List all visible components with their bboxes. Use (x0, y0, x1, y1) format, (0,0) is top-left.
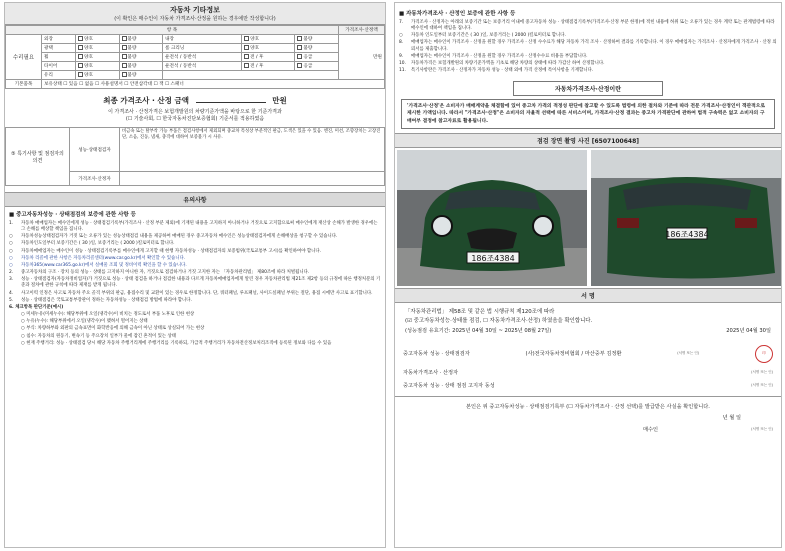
check-cell[interactable]: 불량 (295, 44, 339, 53)
check-cell[interactable]: 전 / 후 (242, 53, 295, 62)
special-sub-inspector: 성능·상태점검자 (70, 128, 120, 172)
signer-row (395, 379, 781, 392)
special-text: 비금속 또는 탈부착 가능 부품은 점검사항에서 제외되며 충교차 특성상 부분적인 판금, 도색은 있을 수 있음. 엔진, 미션, 조향장치는 고장진단, 소음, 진동, 냄새, 충격에 대하여 보증불가 시 사유. (120, 128, 385, 172)
list-item: 5. 성능 · 상태점검은 국토교통부장관이 정하는 자동차성능 · 상태점검 방법에 따라야 합니다. (9, 297, 192, 303)
list-item: ○ 자동차인도일부터 보증기간은 ( 30 )일, 보증거리는 ( 2000 )킬로미터로 합니다. (9, 241, 175, 247)
list-item: 10. 자동차가격은 보험개발원의 차량기준가액을 기초로 해당 차량의 상태에 따라 가감산 하여 산정합니다. (399, 60, 605, 66)
signer-row (395, 342, 781, 366)
check-cell[interactable]: 전 / 후 (242, 62, 295, 71)
row-label: 휠 (42, 53, 76, 62)
signer-label: 중고자동차 성능 · 상태 점검 고지자 동성 (403, 382, 495, 389)
repair-label: 수리필요 (6, 35, 42, 80)
final-price-unit: 만원 (272, 96, 287, 105)
check-cell[interactable]: 불량 (119, 44, 163, 53)
signer-label: 중고자동차 성능 · 상태점검자 (403, 351, 470, 358)
symbol-item: ○ 미세누유(미세누수): 해당부위에 오일(냉각수)이 비치는 정도로서 부품 노후로 인한 현상 (21, 312, 195, 318)
list-item: ○ 자동차 인도일부터 보증기간은 ( 30 )일, 보증거리는 ( 2000 )킬로미터로 합니다. (399, 33, 566, 39)
table-row (6, 53, 385, 62)
signature-placeholder: (서명 또는 인) (751, 369, 773, 374)
sign-date: 2025년 04월 30일 (726, 327, 771, 334)
list-item: 8. 매매업자는 매수인이 가격조사 · 산정을 원할 경우 가격조사 · 산정 수수료가 해당 자동차 가격 조사 · 산정하여 결과를 기록합니다. 이 경우 매매업자는 가격조사 · 산정자에게 가격조사 · 산정 의뢰서를 제출합니다. (399, 40, 777, 52)
notice-title: 유의사항 (5, 192, 385, 207)
price-note-2: (☐ 기술사회, ☐ 한국자동차진단보증협회) 기준서를 적용하였음 (125, 116, 265, 122)
list-item[interactable]: ○ 자동차 리콜에 관한 사항은 자동차리콜센터(www.car.go.kr)에서 확인할 수 있습니다. (9, 255, 186, 261)
receipt-text: 본인은 위 중고자동차성능 · 상태점검기록부 (☐ 자동차가격조사 · 산정 선택)를 발급받은 사실을 확인합니다. (395, 396, 781, 412)
price-note-1: 이 가격조사 · 산정가격은 보험개발원의 차량기준가액을 바탕으로 한 기준가격과 (108, 109, 282, 115)
front-photo (397, 150, 587, 286)
list-item: ○ 자동차매매업자는 매수인이 성능 · 상태점검기록부를 매수인에게 고지할 때 현행 자동차성능 · 상태점검자의 보증범위(국토교통부 고시)를 확인하여야 합니다. (9, 248, 321, 254)
final-price-input[interactable] (196, 102, 266, 103)
special-table (5, 127, 385, 186)
signer-label: 자동차가격조사 · 산정자 (403, 369, 459, 376)
check-cell[interactable]: 양호 (76, 71, 120, 80)
unit-cell: 만원 (339, 35, 385, 80)
list-item[interactable]: ○ 자동차365(www.car365.go.kr)에서 실매물 조회 및 정비이력 확인을 할 수 있습니다. (9, 262, 187, 268)
symbol-item: ○ 현재 주행거리: 성능 · 상태점검 당시 해당 자동차 주행거리계에 주행거리를 기록하되, 가급적 주행거리가 자동차전산정보처리조직에 등록된 정보와 다를 수 있음 (21, 340, 332, 346)
check-cell[interactable]: 불량 (119, 62, 163, 71)
validity-text: (성능점검 유효기간: 2025년 04월 30일 ~ 2025년 08월 27일) (405, 327, 552, 334)
sign-line-2[interactable]: (☑ 중고자동차성능·상태를 점검, ☐ 자동차가격조사·산정) 하였음을 확인합니다. (405, 317, 593, 324)
row-label: 타이어 (42, 62, 76, 71)
photo-title: 점검 장면 촬영 사진 (537, 137, 590, 145)
sign-line-1: 「자동차관리법」 제58조 및 같은 법 시행규칙 제120조에 따라 (405, 308, 555, 315)
row-label: 운전석 / 동반석 (163, 62, 242, 71)
item-header: 항 목 (6, 26, 339, 35)
signature-placeholder: (서명 또는 인) (751, 382, 773, 387)
signer-row (395, 366, 781, 379)
right-page (394, 2, 782, 548)
check-cell[interactable]: 양호 (76, 44, 120, 53)
final-price-label: 최종 가격조사 · 산정 금액 (103, 96, 189, 105)
table-row (6, 71, 385, 80)
table-row (6, 44, 385, 53)
check-cell[interactable]: 불량 (119, 53, 163, 62)
other-info-subtitle: (이 확인은 매수인이 자동차 가격조사·산정을 원하는 경우에만 작성합니다) (114, 16, 276, 22)
rear-photo (591, 150, 781, 286)
front-plate: 186조4384 (471, 253, 515, 263)
row-label: 광택 (42, 44, 76, 53)
special-sub-appraiser: 가격조사·산정자 (70, 172, 120, 186)
photo-area (395, 148, 781, 288)
buyer-signature[interactable]: (서명 또는 인) (751, 426, 773, 431)
special-label: ⑤ 특기사항 및 점검자의 의견 (6, 128, 70, 186)
other-info-header (5, 3, 385, 25)
list-item: 1. 자동차 매매업자는 매수인에게 성능 · 상태점검기록부(가격조사 · 산정 부분 제외)에 기재된 내용을 고지하지 아니하거나 거짓으로 고지함으로써 매수인에게 재산상 손해가 발생한 경우에는 그 손해를 배상할 책임을 집니다. (9, 221, 378, 233)
buyer-label: 매수인 (643, 426, 659, 433)
row-label: 운전석 / 동반석 (163, 53, 242, 62)
symbol-item: ○ 부식: 차량하부와 외판의 금속표면이 화학반응에 의해 금속이 아닌 상태로 상실되어 가는 현상 (21, 326, 205, 332)
table-row (6, 35, 385, 44)
check-cell[interactable]: 양호 (76, 35, 120, 44)
signature-placeholder: (서명 또는 인) (677, 351, 700, 356)
table-row (6, 80, 385, 89)
list-item: 2. 중고자동차의 구조 · 장치 등의 성능 · 상태를 고지하지 아니한 자, 거짓으로 점검하거나 거짓 고지한 자는 「자동차관리법」 제80조에 따라 처벌됩니다. (9, 270, 310, 276)
receipt-date: 년 월 일 (722, 414, 741, 421)
seal-stamp-icon: 印 (755, 345, 773, 363)
table-row (6, 62, 385, 71)
check-cell[interactable]: 불량 (119, 35, 163, 44)
check-cell[interactable]: 양호 (242, 35, 295, 44)
buyer-row (395, 423, 781, 436)
list-item: 9. 매매업자는 매수인이 가격조사 · 산정을 원할 경우 가격조사 · 산정수수료 비용을 부담합니다. (399, 53, 588, 59)
about-title: 자동차가격조사·산정이란 (513, 81, 663, 96)
appraiser-opinion[interactable] (120, 172, 385, 186)
sign-title: 서 명 (395, 288, 781, 303)
list-item: ○ 자동차성능상태점검자가 거짓 또는 오류가 있는 성능상태점검 내용을 제공하여 매매된 경우 중고자동차 매수인은 성능상태점검자에게 손해배상을 청구할 수 있습니다. (9, 234, 338, 240)
check-cell[interactable]: 양호 (76, 53, 120, 62)
appraisal-list (395, 20, 781, 75)
symbols-title: 6. 체크항목 판단기준(예시) (9, 304, 64, 310)
list-item: 3. 성능 · 상태점검자(자동차정비업자)가 거짓으로 성능 · 상태 점검을 하거나 점검한 내용과 다르게 자동차매매업자에게 알린 경우 자동차관리법 제21조 제2항 등의 규정에 따른 행정처분의 기준과 절차에 관한 규칙에 따라 제재를 받게 됩니다. (9, 277, 381, 289)
notice-list (5, 221, 385, 348)
row-label: 룸 크리닝 (163, 44, 242, 53)
photo-id: [6507100648] (591, 137, 639, 145)
row-label: 외장 (42, 35, 76, 44)
about-text: '가격조사·산정'은 소비자가 매매계약을 체결함에 있어 중고차 가격의 적정성 판단에 참고할 수 있도록 법령에 의한 절차와 기준에 따라 전문 가격조사·산정인이 객관적으로 제시한 가액입니다. 따라서 "가격조사·산정"은 소비자의 자율적 선택에 따른 서비스이며, 가격조사·산정 결과는 중고차 가격판단에 관하여 법적 구속력은 없고 소비자의 구매여부 결정에 참고자료로 활용됩니다. (401, 99, 775, 129)
basic-items[interactable]: 보유상태 ☐ 있음 ☐ 없음 ☐ 사용설명서 ☐ 안전삼각대 ☐ 잭 ☐ 스패너 (42, 80, 385, 89)
check-cell[interactable]: 불량 (119, 71, 163, 80)
repair-table (5, 25, 385, 89)
rear-plate: 186조4384 (665, 229, 709, 239)
row-label: 내장 (163, 35, 242, 44)
appraisal-sub-title: ■ 자동차가격조사 · 산정인 보증에 관한 사항 등 (399, 11, 516, 17)
appraisal-header: 가격조사·산정액 (339, 26, 385, 35)
left-page (4, 2, 386, 548)
symbol-item: ○ 침수: 자동차의 원동기, 변속기 등 주요장치 일부가 물에 잠긴 흔적이 있는 상태 (21, 333, 176, 339)
list-item: 11. 특기사항란은 가격조사 · 산정자가 자동차 성능 · 상태 외에 가격 산정에 특이사항을 기재합니다. (399, 68, 594, 74)
signer-value: (사)전국자동차정비협회 / 마산중부 김정환 (525, 351, 622, 358)
check-cell[interactable]: 양호 (76, 62, 120, 71)
empty-cell (163, 71, 339, 80)
check-cell[interactable]: 불량 (295, 35, 339, 44)
check-cell[interactable]: 양호 (242, 44, 295, 53)
row-label: 유리 (42, 71, 76, 80)
car-photos (395, 148, 783, 288)
final-price (5, 89, 385, 109)
other-info-title: 자동차 기타정보 (170, 6, 220, 14)
check-cell[interactable]: 응급 (295, 62, 339, 71)
notice-sub: ■ 중고자동차성능 · 상태점검의 보증에 관한 사항 등 (9, 212, 136, 218)
check-cell[interactable]: 응급 (295, 53, 339, 62)
list-item: 4. 사고이력 인정은 사고로 자동차 주요 골격 부위의 판금, 용접수리 및 교환이 있는 경우로 한정합니다. 단, 쿼터패널, 루프패널, 사이드실패널 부위는 절단, 용접 시에만 사고로 표기합니다. (9, 290, 373, 296)
basic-label: 기본품목 (6, 80, 42, 89)
list-item: 7. 가격조사 · 산정자는 아래의 보증기간 또는 보증거리 이내에 중고자동차 성능 · 상태점검기록부(가격조사·산정 부분 한정)에 적힌 내용에 허위 또는 오류가 있는 경우 계약 또는 관계법령에 따라 매수인에 대하여 책임을 집니다. (399, 20, 775, 32)
validity-row (395, 325, 781, 336)
photo-header (395, 133, 781, 148)
symbol-item: ○ 누유(누수): 해당부위에서 오일(냉각수)이 맺혀서 떨어지는 상태 (21, 319, 148, 325)
